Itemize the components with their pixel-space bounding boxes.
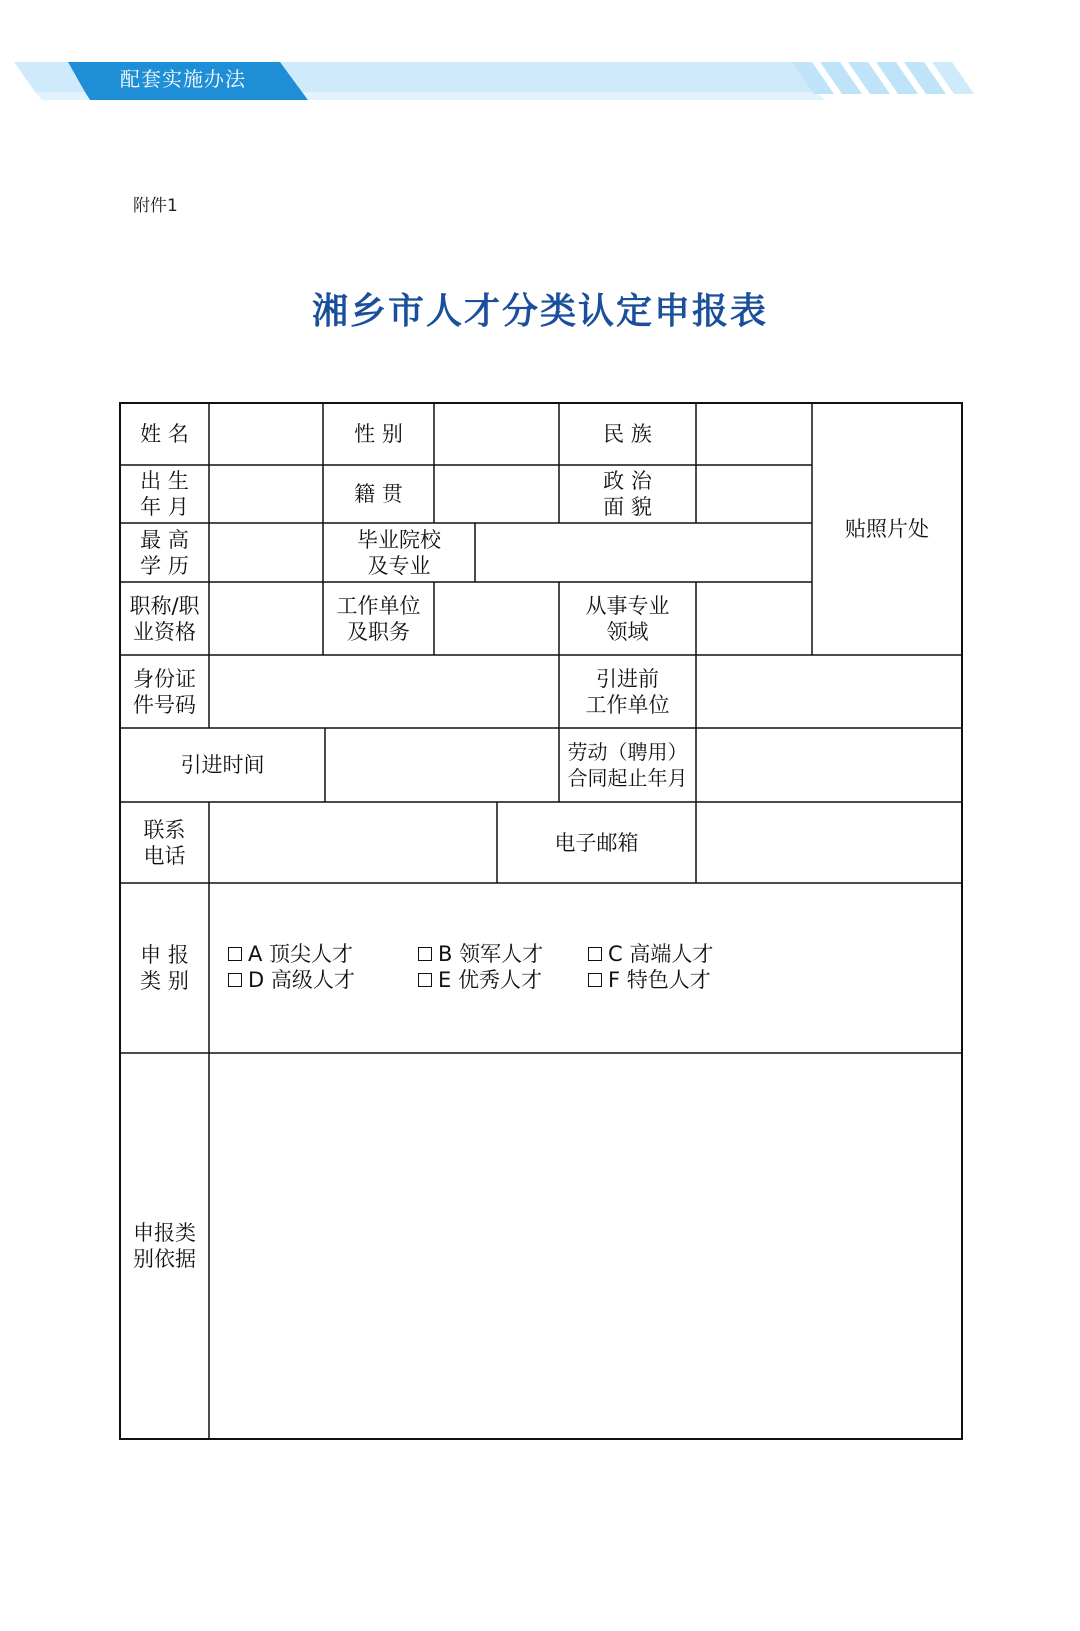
id-number-label: 身份证 件号码 [133,666,196,717]
gender-label: 性 别 [354,422,403,446]
previous-unit-field[interactable] [696,655,962,728]
school-major-label: 毕业院校 及专业 [357,527,441,578]
category-basis-label: 申报类 别依据 [133,1221,196,1271]
category-option-f[interactable]: F 特色人才 [588,968,788,992]
gender-field[interactable] [434,403,559,465]
checkbox-icon[interactable] [228,947,242,961]
checkbox-icon[interactable] [588,973,602,987]
email-label: 电子邮箱 [554,830,639,855]
category-basis-field[interactable] [209,1053,962,1439]
school-major-field[interactable] [475,523,812,582]
checkbox-icon[interactable] [588,947,602,961]
work-unit-position-label: 工作单位 及职务 [336,593,421,644]
native-place-label: 籍 贯 [354,482,403,506]
phone-field[interactable] [209,802,497,883]
political-status-label: 政 治 面 貌 [603,469,652,519]
introduction-time-field[interactable] [325,728,559,802]
category-option-a[interactable]: A 顶尖人才 [228,942,418,966]
section-title: 配套实施办法 [120,67,246,91]
title-qualification-field[interactable] [209,582,323,655]
professional-field-field[interactable] [696,582,812,655]
previous-unit-label: 引进前 工作单位 [585,666,670,717]
birth-field[interactable] [209,465,323,523]
introduction-time-label: 引进时间 [180,753,265,777]
category-option-e[interactable]: E 优秀人才 [418,968,588,992]
attachment-label: 附件1 [133,196,178,216]
contract-period-label: 劳动（聘用） 合同起止年月 [567,740,688,790]
page-title: 湘乡市人才分类认定申报表 [311,291,768,332]
work-unit-position-field[interactable] [434,582,559,655]
checkbox-icon[interactable] [228,973,242,987]
ethnicity-field[interactable] [696,403,812,465]
category-option-d[interactable]: D 高级人才 [228,968,418,992]
ethnicity-label: 民 族 [603,422,652,446]
id-number-field[interactable] [209,655,559,728]
education-label: 最 高 学 历 [140,527,189,578]
name-field[interactable] [209,403,323,465]
category-label: 申 报 类 别 [140,943,189,993]
professional-field-label: 从事专业 领域 [585,593,670,644]
contract-period-field[interactable] [696,728,962,802]
category-options [228,942,788,992]
category-option-c[interactable]: C 高端人才 [588,942,788,966]
title-qualification-label: 职称/职 业资格 [129,593,200,644]
checkbox-icon[interactable] [418,973,432,987]
checkbox-icon[interactable] [418,947,432,961]
name-label: 姓 名 [140,422,189,446]
category-option-b[interactable]: B 领军人才 [418,942,588,966]
photo-area[interactable]: 贴照片处 [845,517,929,541]
phone-label: 联系 电话 [143,817,186,868]
native-place-field[interactable] [434,465,559,523]
birth-label: 出 生 年 月 [140,469,189,519]
education-field[interactable] [209,523,323,582]
email-field[interactable] [696,802,962,883]
political-status-field[interactable] [696,465,812,523]
